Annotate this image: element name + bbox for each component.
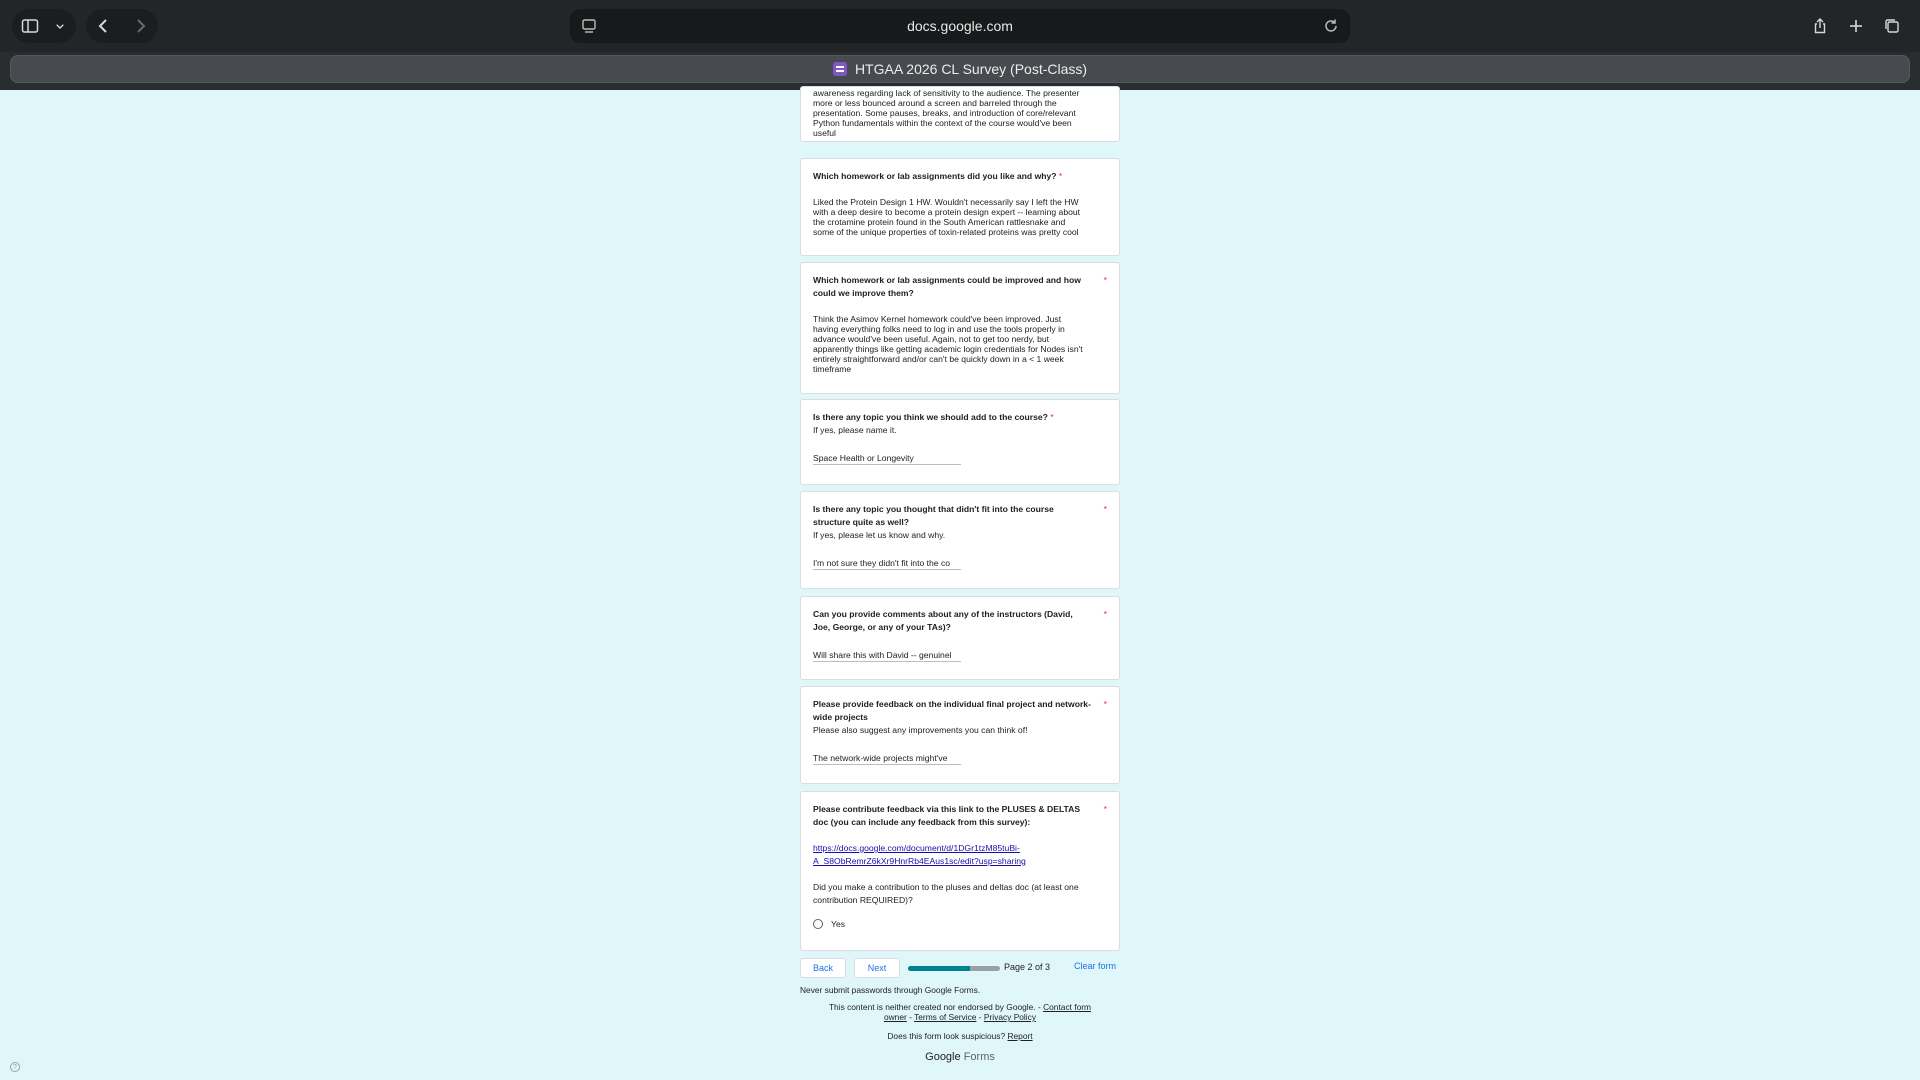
answer-line: awareness regarding lack of sensitivity to the audience. The presenter (813, 88, 1080, 98)
privacy-link[interactable]: Privacy Policy (983, 1012, 1037, 1022)
terms-link[interactable]: Terms of Service (914, 1012, 977, 1022)
browser-chrome (0, 0, 1920, 90)
answer-line: some of the unique properties of toxin-related proteins was pretty cool (813, 227, 1079, 237)
question-card (800, 262, 1120, 394)
question-title (813, 503, 1107, 529)
toolbar-right-group (1802, 9, 1910, 43)
question-title-text: Please provide feedback on the individual final project and network-wide projects (813, 699, 1091, 722)
forward-arrow-icon[interactable] (122, 9, 158, 43)
pluses-deltas-doc-link[interactable]: https://docs.google.com/document/d/1DGr1tzM85tuBi- (813, 843, 1020, 853)
disclaimer-text: This content is neither created nor endorsed by Google. - (828, 1002, 1041, 1012)
question-card (800, 686, 1120, 784)
required-asterisk: * (1050, 412, 1054, 422)
answer-line: Think the Asimov Kernel homework could've been improved. Just (813, 314, 1062, 324)
answer-line: apparently things like getting academic login credentials for Nodes isn't (813, 344, 1083, 354)
back-arrow-icon[interactable] (86, 9, 122, 43)
brand-google: Google (925, 1051, 961, 1063)
chevron-down-icon[interactable] (48, 9, 72, 43)
report-line (800, 1031, 1120, 1041)
progress-bar (908, 966, 1000, 971)
short-answer-field[interactable]: The network-wide projects might've (813, 753, 961, 765)
short-answer-field[interactable]: Space Health or Longevity (813, 453, 961, 465)
question-title-text: Which homework or lab assignments did you like and why? (813, 171, 1057, 181)
answer-line: advance would've been useful. Again, not to get too nerdy, but (813, 334, 1050, 344)
question-title (813, 411, 1107, 424)
short-answer-field[interactable]: I'm not sure they didn't fit into the co (813, 558, 961, 570)
disclaimer (800, 1002, 1120, 1022)
answer-line: timeframe (813, 364, 852, 374)
answer-line: Python fundamentals within the context of the course would've been (813, 118, 1072, 128)
tab-title: HTGAA 2026 CL Survey (Post-Class) (854, 61, 1088, 77)
question-card (800, 791, 1120, 951)
question-card (800, 399, 1120, 485)
separator: - (906, 1012, 915, 1022)
progress-bar-fill (908, 966, 970, 971)
long-answer-field[interactable] (813, 197, 1107, 237)
previous-question-card (800, 86, 1120, 142)
page-indicator: Page 2 of 3 (1004, 962, 1051, 972)
reader-icon[interactable] (580, 17, 598, 35)
question-title-text: Can you provide comments about any of the instructors (David, Joe, George, or any of your TAs)? (813, 609, 1073, 632)
sub-question-text: Did you make a contribution to the pluses and deltas doc (at least one contribution REQUIRED)? (813, 882, 1079, 905)
tab-overview-icon[interactable] (1874, 9, 1910, 43)
next-button[interactable]: Next (854, 958, 900, 978)
clear-form-button[interactable]: Clear form (1073, 961, 1116, 971)
question-help-text: Please also suggest any improvements you can think of! (813, 725, 1028, 735)
short-answer-field[interactable]: Will share this with David -- genuinel (813, 650, 961, 662)
question-card (800, 158, 1120, 256)
question-title (813, 803, 1107, 829)
question-title-text: Which homework or lab assignments could be improved and how could we improve them? (813, 275, 1081, 298)
active-tab[interactable] (10, 55, 1910, 83)
partial-answer[interactable] (813, 87, 1107, 138)
question-title-text: Is there any topic you thought that didn't fit into the course structure quite as well? (813, 504, 1054, 527)
required-asterisk: * (1103, 504, 1107, 514)
url-text: docs.google.com (907, 18, 1013, 34)
question-help-text: If yes, please let us know and why. (813, 530, 946, 540)
back-button[interactable]: Back (800, 958, 846, 978)
browser-toolbar (0, 0, 1920, 52)
long-answer-field[interactable] (813, 314, 1107, 374)
separator: - (976, 1012, 984, 1022)
sidebar-toggle-icon[interactable] (12, 9, 48, 43)
question-title-text: Please contribute feedback via this link to the PLUSES & DELTAS doc (you can include any feedback from this survey): (813, 804, 1081, 827)
password-warning: Never submit passwords through Google Forms. (800, 985, 981, 995)
answer-line: useful (813, 128, 836, 138)
help-icon[interactable]: ? (10, 1062, 20, 1072)
answer-line: the crotamine protein found in the South American rattlesnake and (813, 217, 1066, 227)
answer-line: with a deep desire to become a protein design expert -- learning about (813, 207, 1081, 217)
forms-favicon-icon (833, 62, 847, 76)
yes-option[interactable] (813, 919, 1107, 929)
required-asterisk: * (1103, 804, 1107, 814)
question-card (800, 596, 1120, 680)
required-asterisk: * (1103, 609, 1107, 619)
question-title (813, 274, 1107, 300)
reload-icon[interactable] (1322, 17, 1340, 35)
required-asterisk: * (1103, 275, 1107, 285)
history-nav-group (86, 9, 158, 43)
suspicious-text: Does this form look suspicious? (887, 1031, 1006, 1041)
share-icon[interactable] (1802, 9, 1838, 43)
report-link[interactable]: Report (1007, 1031, 1033, 1041)
question-help-text: If yes, please name it. (813, 425, 897, 435)
google-forms-logo[interactable] (800, 1051, 1120, 1063)
answer-line: having everything folks need to log in and use the tools properly in (813, 324, 1065, 334)
question-title (813, 608, 1107, 634)
new-tab-icon[interactable] (1838, 9, 1874, 43)
question-card (800, 491, 1120, 589)
contact-owner-link[interactable]: Contact form owner (883, 1002, 1092, 1022)
answer-line: presentation. Some pauses, breaks, and introduction of core/relevant (813, 108, 1076, 118)
option-label: Yes (831, 919, 846, 929)
question-title-text: Is there any topic you think we should add to the course? (813, 412, 1048, 422)
question-title (813, 170, 1107, 183)
answer-line: entirely straightforward and/or can't be quickly down in a < 1 week (813, 354, 1064, 364)
required-asterisk: * (1058, 171, 1063, 181)
address-bar[interactable] (570, 9, 1350, 43)
radio-circle-icon[interactable] (813, 919, 823, 929)
answer-line: more or less bounced around a screen and barreled through the (813, 98, 1057, 108)
answer-line: Liked the Protein Design 1 HW. Wouldn't necessarily say I left the HW (813, 197, 1079, 207)
required-asterisk: * (1103, 699, 1107, 709)
pluses-deltas-doc-link[interactable]: A_S8ObRemrZ6kXr9HnrRb4EAus1sc/edit?usp=sharing (813, 856, 1026, 866)
brand-forms: Forms (963, 1051, 995, 1063)
form-navigation (800, 958, 1120, 978)
question-title (813, 698, 1107, 724)
sidebar-group (12, 9, 76, 43)
